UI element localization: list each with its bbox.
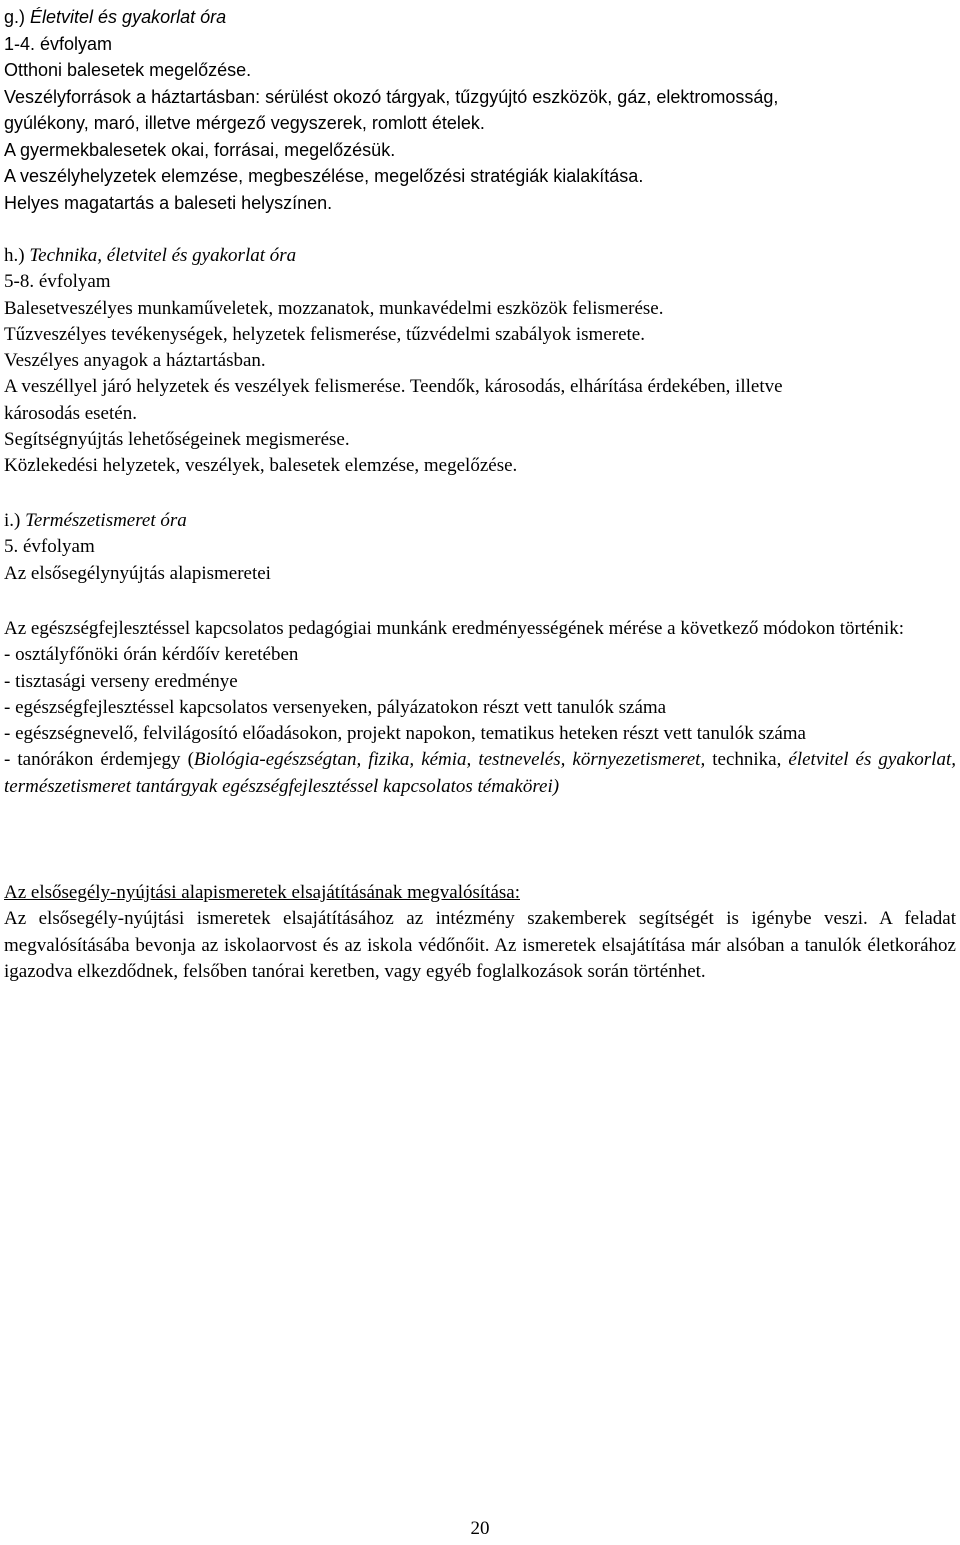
section-g-line: gyúlékony, maró, illetve mérgező vegyszerek, romlott ételek. bbox=[4, 113, 485, 133]
section-g-line: Otthoni balesetek megelőzése. bbox=[4, 60, 252, 80]
section-h-line: Tűzveszélyes tevékenységek, helyzetek felismerése, tűzvédelmi szabályok ismerete. bbox=[4, 323, 645, 345]
section-i-subject: Az elsősegélynyújtás alapismeretei bbox=[4, 562, 271, 584]
section-h-line: A veszéllyel járó helyzetek és veszélyek felismerése. Teendők, károsodás, elhárítása érdekében, illetve bbox=[4, 376, 783, 398]
measurement-item: - tisztasági verseny eredménye bbox=[4, 670, 238, 692]
section-h-line: Segítségnyújtás lehetőségeinek megismerése. bbox=[4, 429, 350, 451]
section-h-line: károsodás esetén. bbox=[4, 402, 137, 424]
section-h-grade: 5-8. évfolyam bbox=[4, 271, 111, 293]
section-i-heading bbox=[4, 508, 956, 534]
section-g-grade: 1-4. évfolyam bbox=[4, 33, 113, 54]
section-h-line: Közlekedési helyzetek, veszélyek, balesetek elemzése, megelőzése. bbox=[4, 455, 518, 477]
grades-prefix: - tanórákon érdemjegy ( bbox=[4, 749, 194, 771]
first-aid-heading: Az elsősegély-nyújtási alapismeretek elsajátításának megvalósítása: bbox=[4, 882, 520, 903]
first-aid-body: Az elsősegély-nyújtási ismeretek elsajátításához az intézmény szakemberek segítségét is igénybe veszi. A feladat megvalósításába bevonja az iskolaorvost és az iskola védőnőit. Az ismeretek elsajátítása már alsóban a tanulók életkorához igazodva elkezdődnek, felsőben tanórai keretben, vagy egyéb foglalkozások során történhet. bbox=[4, 908, 956, 982]
measurement-item: - egészségnevelő, felvilágosító előadásokon, projekt napokon, tematikus heteken részt vett tanulók száma bbox=[4, 723, 806, 745]
section-g-line: A veszélyhelyzetek elemzése, megbeszélése, megelőzési stratégiák kialakítása. bbox=[4, 166, 644, 186]
section-g-line: Veszélyforrások a háztartásban: sérülést okozó tárgyak, tűzgyújtó eszközök, gáz, elektromosság, bbox=[4, 86, 779, 107]
section-g-line: Helyes magatartás a baleseti helyszínen. bbox=[4, 192, 333, 213]
section-g-heading bbox=[4, 4, 956, 31]
section-i-prefix: i.) bbox=[4, 510, 26, 531]
section-g-prefix: g.) bbox=[4, 7, 31, 27]
section-i-grade: 5. évfolyam bbox=[4, 536, 95, 558]
section-h-heading bbox=[4, 243, 956, 269]
measurement-section bbox=[4, 616, 956, 800]
measurement-item-grades bbox=[4, 747, 956, 800]
section-i-title: Természetismeret óra bbox=[25, 510, 187, 531]
section-h-prefix: h.) bbox=[4, 245, 30, 266]
measurement-intro: Az egészségfejlesztéssel kapcsolatos pedagógiai munkánk eredményességének mérése a következő módokon történik: bbox=[4, 618, 905, 639]
measurement-item: - osztályfőnöki órán kérdőív keretében bbox=[4, 644, 299, 666]
section-g-line: A gyermekbalesetek okai, forrásai, megelőzésük. bbox=[4, 139, 396, 160]
section-h-line: Balesetveszélyes munkaműveletek, mozzanatok, munkavédelmi eszközök felismerése. bbox=[4, 297, 664, 319]
grades-subjects: Biológia-egészségtan, fizika, kémia, testnevelés, környezetismeret, bbox=[193, 749, 706, 771]
section-h-line: Veszélyes anyagok a háztartásban. bbox=[4, 350, 266, 372]
section-g-title: Életvitel és gyakorlat óra bbox=[30, 7, 227, 27]
grades-subjects-cont: életvitel és gyakorlat, természetismeret tantárgyak egészségfejlesztéssel kapcsolatos témakörei) bbox=[4, 749, 956, 797]
section-i bbox=[4, 508, 956, 587]
section-g bbox=[4, 4, 956, 216]
first-aid-section bbox=[4, 880, 956, 985]
measurement-item: - egészségfejlesztéssel kapcsolatos versenyeken, pályázatokon részt vett tanulók száma bbox=[4, 696, 667, 718]
grades-plain: technika, bbox=[705, 749, 789, 771]
section-h bbox=[4, 243, 956, 480]
page-number: 20 bbox=[470, 1518, 490, 1539]
section-h-title: Technika, életvitel és gyakorlat óra bbox=[29, 245, 297, 266]
